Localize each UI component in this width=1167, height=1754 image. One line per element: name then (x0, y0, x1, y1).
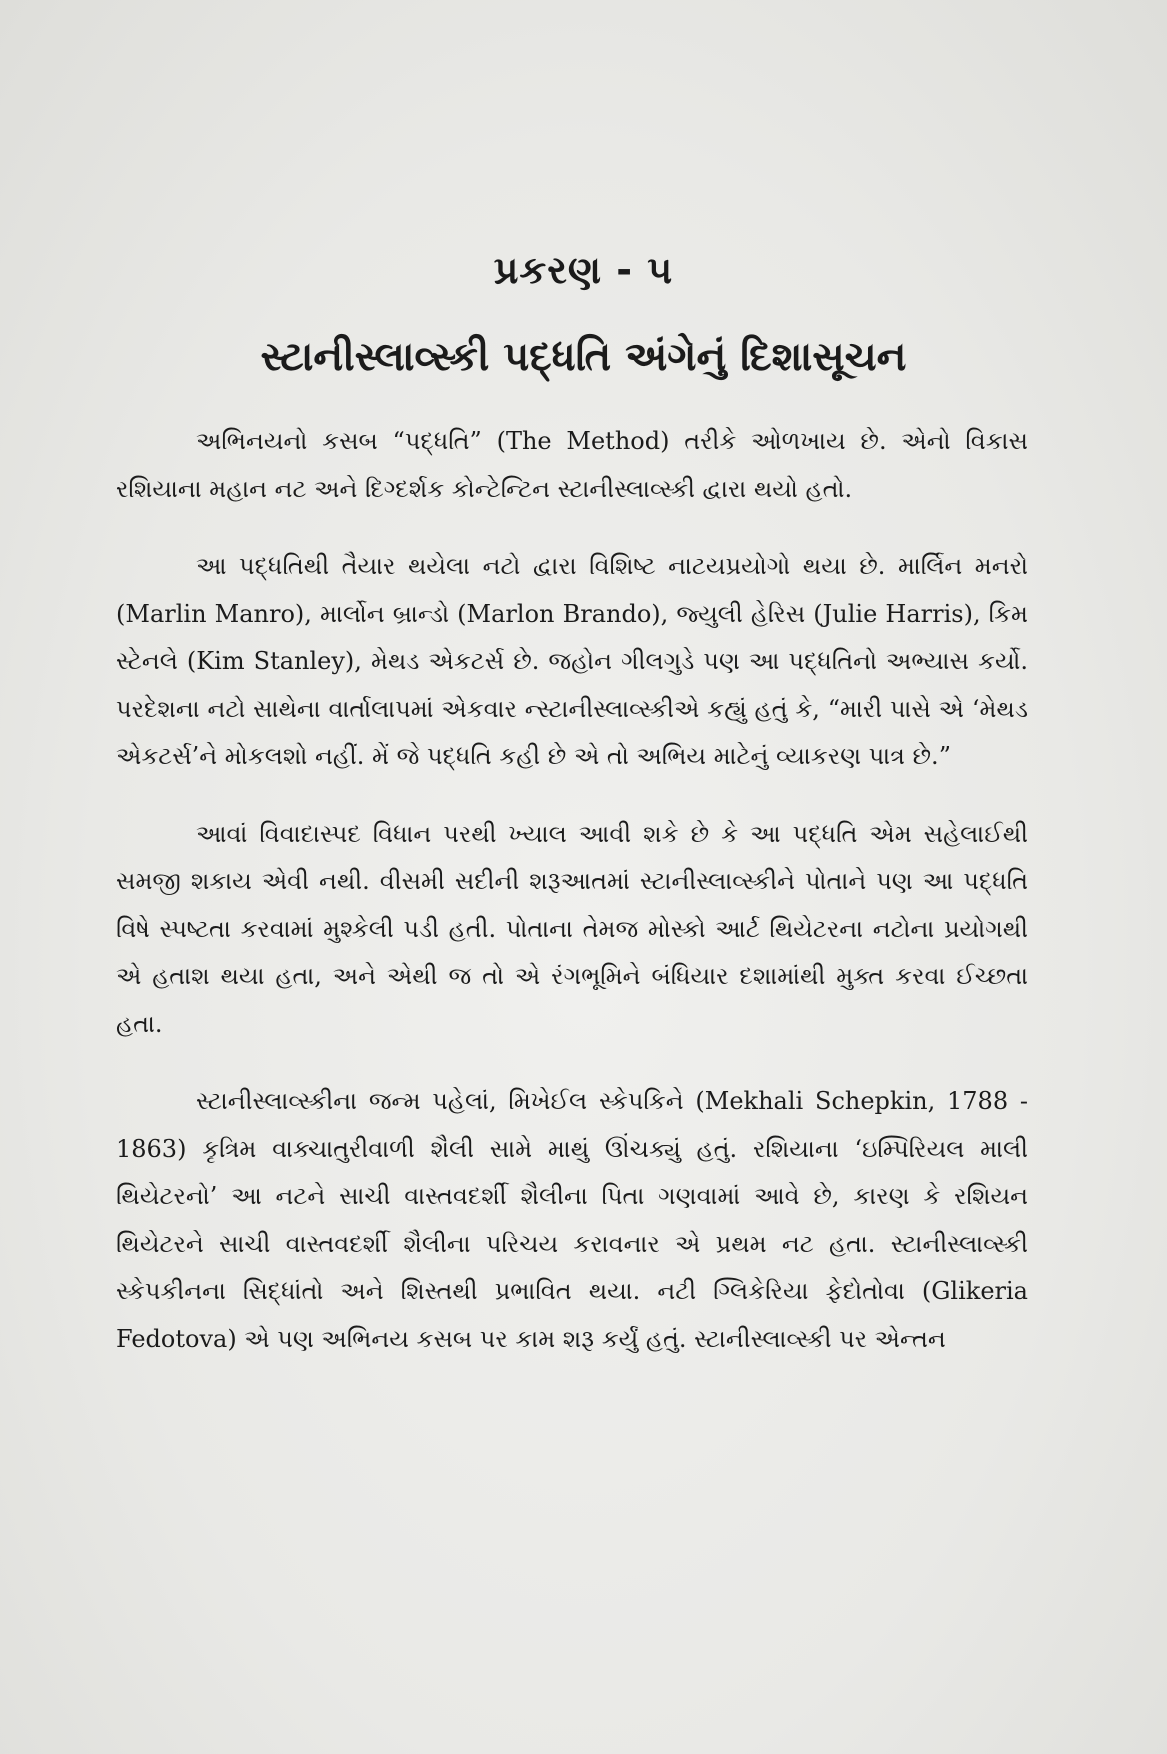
chapter-number: પ્રકરણ - ૫ (493, 248, 674, 292)
paragraph: સ્ટાનીસ્લાવ્સ્કીના જન્મ પહેલાં, મિખેઈલ સ્કેપકિને (Mekhali Schepkin, 1788 - 1863) કૃત્રિમ વાક્ચાતુરીવાળી શૈલી સામે માથું ઊંચક્યું હતું. રશિયાના ‘ઇમ્પિરિયલ માલી થિયેટરનો’ આ નટને સાચી વાસ્તવદર્શી શૈલીના પિતા ગણવામાં આવે છે, કારણ કે રશિયન થિયેટરને સાચી વાસ્તવદર્શી શૈલીના પરિચય કરાવનાર એ પ્રથમ નટ હતા. સ્ટાનીસ્લાવ્સ્કી સ્કેપકીનના સિદ્ધાંતો અને શિસ્તથી પ્રભાવિત થયા. નટી ગ્લિકેરિયા ફેદોતોવા (Glikeria Fedotova) એ પણ અભિનય કસબ પર કામ શરૂ કર્યું હતું. સ્ટાનીસ્લાવ્સ્કી પર એન્તન (116, 1087, 1028, 1353)
paragraph: અભિનયનો કસબ “પદ્ધતિ” (The Method) તરીકે ઓળખાય છે. એનો વિકાસ રશિયાના મહાન નટ અને દિગ્દર્શક કોન્ટેન્ટિન સ્ટાનીસ્લાવ્સ્કી દ્વારા થયો હતો. (116, 427, 1028, 503)
paragraph: આવાં વિવાદાસ્પદ વિધાન પરથી ખ્યાલ આવી શકે છે કે આ પદ્ધતિ એમ સહેલાઈથી સમજી શકાય એવી નથી. વીસમી સદીની શરૂઆતમાં સ્ટાનીસ્લાવ્સ્કીને પોતાને પણ આ પદ્ધતિ વિષે સ્પષ્ટતા કરવામાં મુશ્કેલી પડી હતી. પોતાના તેમજ મોસ્કો આર્ટ થિયેટરના નટોના પ્રયોગથી એ હતાશ થયા હતા, અને એથી જ તો એ રંગભૂમિને બંધિયાર દશામાંથી મુક્ત કરવા ઈચ્છતા હતા. (116, 819, 1028, 1038)
chapter-body (116, 418, 1028, 1387)
chapter-title: સ્ટાનીસ્લાવ્સ્કી પદ્ધતિ અંગેનું દિશાસૂચન (260, 334, 907, 380)
paragraph: આ પદ્ધતિથી તૈયાર થયેલા નટો દ્વારા વિશિષ્ટ નાટયપ્રયોગો થયા છે. માર્લિન મનરો (Marlin Manro), માર્લોન બ્રાન્ડો (Marlon Brando), જ્યુલી હેરિસ (Julie Harris), કિમ સ્ટેનલે (Kim Stanley), મેથડ એકટર્સ છે. જહોન ગીલગુડે પણ આ પદ્ધતિનો અભ્યાસ કર્યો. પરદેશના નટો સાથેના વાર્તાલાપમાં એકવાર ન્સ્ટાનીસ્લાવ્સ્કીએ કહ્યું હતું કે, “મારી પાસે એ ‘મેથડ એકટર્સ’ને મોકલશો નહીં. મેં જે પદ્ધતિ કહી છે એ તો અભિય માટેનું વ્યાકરણ પાત્ર છે.” (116, 552, 1028, 770)
